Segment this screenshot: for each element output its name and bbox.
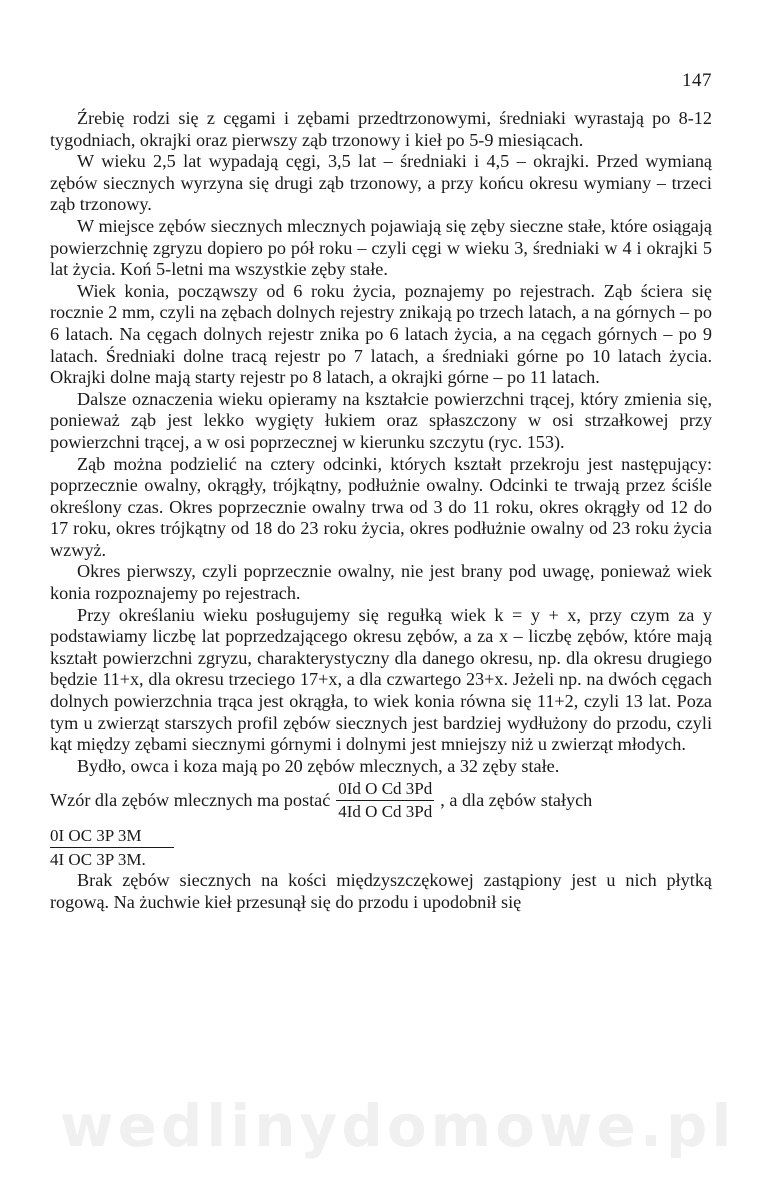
paragraph-age-rule: Przy określaniu wieku posługujemy się regułką wiek k = y + x, przy czym za y podstawiamy liczbę lat poprzedzającego okresu zębów, a za x – liczbę zębów, które mają kształt powierzchni zgryzu, charakterystyczny dla danego okresu, np. dla okresu drugiego będzie 11+x, dla okresu trzeciego 17+x, a dla czwartego 23+x. Jeżeli np. na dwóch cęgach dolnych powierzchnia trąca jest okrągła, to wiek konia równa się 11+2, czyli 13 lat. Poza tym u zwierząt starszych profil zębów siecznych jest bardziej wydłużony do przodu, czyli kąt między zębami siecznymi górnymi i dolnymi jest mniejszy niż u zwierząt młodych. (50, 604, 712, 755)
perm-formula-end: . (141, 850, 146, 870)
page-number: 147 (682, 70, 712, 91)
watermark: wedlinydomowe.pl (60, 1092, 736, 1160)
dental-formula-line (50, 779, 712, 822)
permanent-teeth-formula (50, 826, 174, 870)
paragraph-wearing-surface: Dalsze oznaczenia wieku opieramy na kształcie powierzchni trącej, który zmienia się, ponieważ ząb jest lekko wygięty łukiem oraz spłaszczony w osi strzałkowej przy powierzchni trącej, a w osi poprzecznej w kierunku szczytu (ryc. 153). (50, 388, 712, 452)
perm-formula-numerator: 0I OC 3P 3M (50, 826, 174, 848)
paragraph-milk-teeth-loss: W wieku 2,5 lat wypadają cęgi, 3,5 lat – średniaki i 4,5 – okrajki. Przed wymianą zębów siecznych wyrzyna się drugi ząb trzonowy, a przy końcu okresu wymiany – trzeci ząb trzonowy. (50, 151, 712, 215)
paragraph-registers: Wiek konia, począwszy od 6 roku życia, poznajemy po rejestrach. Ząb ściera się rocznie 2 mm, czyli na zębach dolnych rejestry znikają po trzech latach, a na górnych – po 6 latach. Na cęgach dolnych rejestr znika po 6 latach życia, a na cęgach górnych – po 9 latach. Średniaki dolne tracą rejestr po 7 latach, a średniaki górne po 10 latach życia. Okrajki dolne mają starty rejestr po 8 latach, a okrajki górne – po 11 latach. (50, 280, 712, 388)
paragraph-closing: Brak zębów siecznych na kości międzyszczękowej zastąpiony jest u nich płytką rogową. Na żuchwie kieł przesunął się do przodu i upodobnił się (50, 870, 712, 912)
milk-formula-denominator: 4Id O Cd 3Pd (338, 802, 433, 822)
paragraph-permanent-teeth: W miejsce zębów siecznych mlecznych pojawiają się zęby sieczne stałe, które osiągają powierzchnię zgryzu dopiero po pół roku – czyli cęgi w wieku 3, średniaki w 4 i okrajki 5 lat życia. Koń 5-letni ma wszystkie zęby stałe. (50, 215, 712, 280)
paragraph-first-period: Okres pierwszy, czyli poprzecznie owalny, nie jest brany pod uwagę, ponieważ wiek konia rozpoznajemy po rejestrach. (50, 561, 712, 604)
paragraph-foal-teeth: Źrebię rodzi się z cęgami i zębami przedtrzonowymi, średniaki wyrastają po 8-12 tygodniach, okrajki oraz pierwszy ząb trzonowy i kieł po 5-9 miesiącach. (50, 108, 712, 150)
paragraph-tooth-sections: Ząb można podzielić na cztery odcinki, których kształt przekroju jest następujący: poprzecznie owalny, okrągły, trójkątny, podłużnie owalny. Odcinki te trwają przez ściśle określony czas. Okres poprzecznie owalny trwa od 3 do 11 roku, okres okrągły od 12 do 17 roku, okres trójkątny od 18 do 23 roku życia, okres podłużnie owalny od 23 roku życia wzwyż. (50, 453, 712, 560)
formula-suffix: , a dla zębów stałych (440, 790, 593, 811)
milk-formula-numerator: 0Id O Cd 3Pd (336, 779, 434, 801)
perm-formula-denominator-text: 4I OC 3P 3M (50, 850, 142, 870)
milk-teeth-formula (336, 779, 434, 822)
body-text (50, 108, 712, 914)
formula-prefix: Wzór dla zębów mlecznych ma postać (50, 790, 331, 811)
paragraph-cattle-teeth: Bydło, owca i koza mają po 20 zębów mlecznych, a 32 zęby stałe. (77, 755, 560, 776)
perm-formula-denominator (50, 848, 146, 870)
